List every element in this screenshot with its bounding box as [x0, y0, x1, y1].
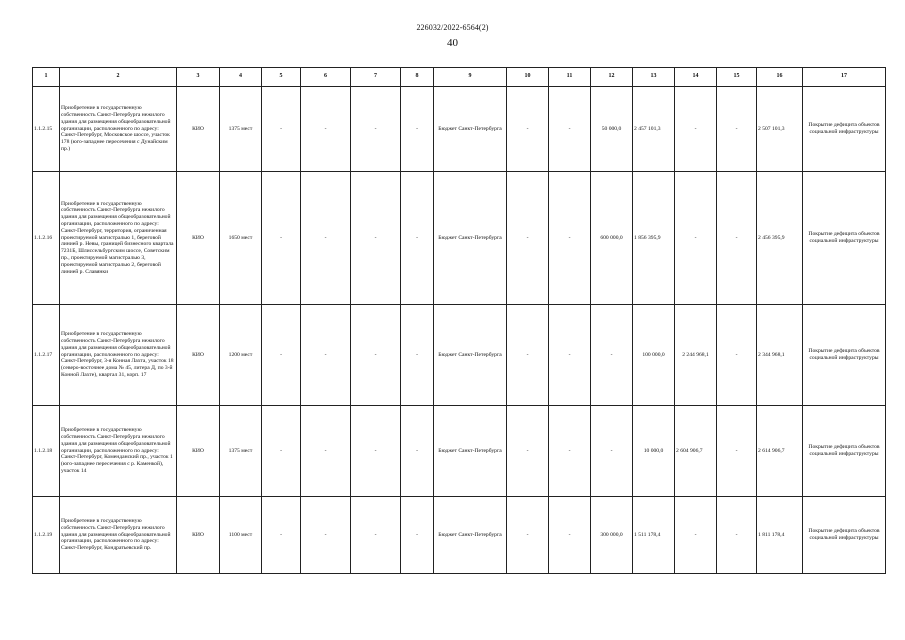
table-cell: - [549, 406, 591, 497]
row-index: 1.1.2.19 [33, 497, 60, 574]
table-cell: - [401, 172, 434, 305]
column-header: 12 [591, 68, 633, 87]
program-table [32, 67, 886, 574]
funding-source: Бюджет Санкт-Петербурга [434, 87, 507, 172]
column-header: 5 [262, 68, 301, 87]
total-cell: 2 614 906,7 [757, 406, 803, 497]
table-cell: - [507, 87, 549, 172]
amount-cell: 1 511 178,4 [633, 497, 675, 574]
amount-cell: 100 000,0 [633, 305, 675, 406]
table-cell: - [549, 87, 591, 172]
table-cell: - [301, 305, 351, 406]
column-header: 1 [33, 68, 60, 87]
table-row [33, 497, 886, 574]
amount-cell: - [717, 305, 757, 406]
amount-cell: - [675, 497, 717, 574]
table-cell: - [262, 172, 301, 305]
funding-source: Бюджет Санкт-Петербурга [434, 305, 507, 406]
document-number: 226032/2022-6564(2) [416, 23, 489, 32]
purpose-cell: Покрытие дефицита объектов социальной инфраструктуры [803, 172, 886, 305]
column-header: 4 [220, 68, 262, 87]
column-header: 9 [434, 68, 507, 87]
table-cell: - [351, 406, 401, 497]
column-header: 6 [301, 68, 351, 87]
amount-cell: 1 856 395,9 [633, 172, 675, 305]
table-cell: - [301, 406, 351, 497]
object-description: Приобретение в государственную собственность Санкт-Петербурга нежилого здания для размещения общеобразовательной организации, расположенного по адресу: Санкт-Петербург, территория, ограниченная проектируемой магистралью 1, береговой линией р. Невы, границей бизнесного квартала 7231Б, Шлиссельбургским шоссе, Советским пр., проектируемой магистралью 3, проектируемой магистралью 2, береговой линией р. Славянки [60, 172, 177, 305]
column-header: 8 [401, 68, 434, 87]
row-index: 1.1.2.17 [33, 305, 60, 406]
table-cell: - [507, 172, 549, 305]
row-index: 1.1.2.15 [33, 87, 60, 172]
responsible-agency: КИО [177, 172, 220, 305]
table-cell: - [507, 305, 549, 406]
table-cell: - [351, 305, 401, 406]
amount-cell: 2 604 906,7 [675, 406, 717, 497]
purpose-cell: Покрытие дефицита объектов социальной инфраструктуры [803, 305, 886, 406]
page-number: 40 [447, 37, 458, 49]
amount-cell: 300 000,0 [591, 497, 633, 574]
table-cell: - [301, 497, 351, 574]
total-cell: 2 507 101,3 [757, 87, 803, 172]
funding-source: Бюджет Санкт-Петербурга [434, 497, 507, 574]
column-header: 2 [60, 68, 177, 87]
column-header: 13 [633, 68, 675, 87]
table-cell: - [507, 406, 549, 497]
object-description: Приобретение в государственную собственность Санкт-Петербурга нежилого здания для размещения общеобразовательной организации, расположенного по адресу: Санкт-Петербург, Коменданский пр., участок 1 (юго-западнее пересечения с р. Каменкой), участок 14 [60, 406, 177, 497]
amount-cell: - [717, 497, 757, 574]
responsible-agency: КИО [177, 406, 220, 497]
amount-cell: - [717, 172, 757, 305]
object-description: Приобретение в государственную собственность Санкт-Петербурга нежилого здания для размещения общеобразовательной организации, расположенного по адресу: Санкт-Петербург, Кондратьевский пр. [60, 497, 177, 574]
column-header: 11 [549, 68, 591, 87]
amount-cell: 600 000,0 [591, 172, 633, 305]
amount-cell: 10 000,0 [633, 406, 675, 497]
table-cell: - [351, 87, 401, 172]
table-row [33, 305, 886, 406]
funding-source: Бюджет Санкт-Петербурга [434, 172, 507, 305]
table-cell: - [262, 497, 301, 574]
capacity-cell: 1650 мест [220, 172, 262, 305]
object-description: Приобретение в государственную собственность Санкт-Петербурга нежилого здания для размещения общеобразовательной организации, расположенного по адресу: Санкт-Петербург, Московское шоссе, участок 178 (юго-западнее пересечения с Дунайским пр.) [60, 87, 177, 172]
table-cell: - [401, 87, 434, 172]
capacity-cell: 1375 мест [220, 406, 262, 497]
table-cell: - [262, 305, 301, 406]
table-cell: - [549, 172, 591, 305]
table-row [33, 87, 886, 172]
responsible-agency: КИО [177, 87, 220, 172]
amount-cell: 50 000,0 [591, 87, 633, 172]
amount-cell: - [717, 406, 757, 497]
table-cell: - [507, 497, 549, 574]
column-header: 14 [675, 68, 717, 87]
column-header: 16 [757, 68, 803, 87]
purpose-cell: Покрытие дефицита объектов социальной инфраструктуры [803, 497, 886, 574]
purpose-cell: Покрытие дефицита объектов социальной инфраструктуры [803, 87, 886, 172]
table-row [33, 406, 886, 497]
table-cell: - [549, 497, 591, 574]
row-index: 1.1.2.16 [33, 172, 60, 305]
table-cell: - [401, 305, 434, 406]
funding-source: Бюджет Санкт-Петербурга [434, 406, 507, 497]
object-description: Приобретение в государственную собственность Санкт-Петербурга нежилого здания для размещения общеобразовательной организации, расположенного по адресу: Санкт-Петербург, 3-я Конная Лахта, участок 18 (северо-восточнее дома № 45, литера Д, по 3-й Конной Лахте), квартал 31, корп. 17 [60, 305, 177, 406]
table-header-row [33, 68, 886, 87]
responsible-agency: КИО [177, 497, 220, 574]
table-cell: - [401, 497, 434, 574]
total-cell: 2 456 395,9 [757, 172, 803, 305]
amount-cell: - [675, 87, 717, 172]
amount-cell: 2 244 968,1 [675, 305, 717, 406]
responsible-agency: КИО [177, 305, 220, 406]
capacity-cell: 1100 мест [220, 497, 262, 574]
table-cell: - [549, 305, 591, 406]
row-index: 1.1.2.18 [33, 406, 60, 497]
amount-cell: 2 457 101,3 [633, 87, 675, 172]
column-header: 17 [803, 68, 886, 87]
column-header: 3 [177, 68, 220, 87]
table-row [33, 172, 886, 305]
table-cell: - [301, 87, 351, 172]
table-cell: - [401, 406, 434, 497]
column-header: 10 [507, 68, 549, 87]
column-header: 15 [717, 68, 757, 87]
amount-cell: - [591, 305, 633, 406]
amount-cell: - [591, 406, 633, 497]
capacity-cell: 1200 мест [220, 305, 262, 406]
amount-cell: - [675, 172, 717, 305]
capacity-cell: 1375 мест [220, 87, 262, 172]
table-cell: - [351, 497, 401, 574]
total-cell: 2 344 968,1 [757, 305, 803, 406]
table-cell: - [262, 406, 301, 497]
table-cell: - [301, 172, 351, 305]
column-header: 7 [351, 68, 401, 87]
purpose-cell: Покрытие дефицита объектов социальной инфраструктуры [803, 406, 886, 497]
table-cell: - [262, 87, 301, 172]
total-cell: 1 811 178,4 [757, 497, 803, 574]
table-cell: - [351, 172, 401, 305]
amount-cell: - [717, 87, 757, 172]
